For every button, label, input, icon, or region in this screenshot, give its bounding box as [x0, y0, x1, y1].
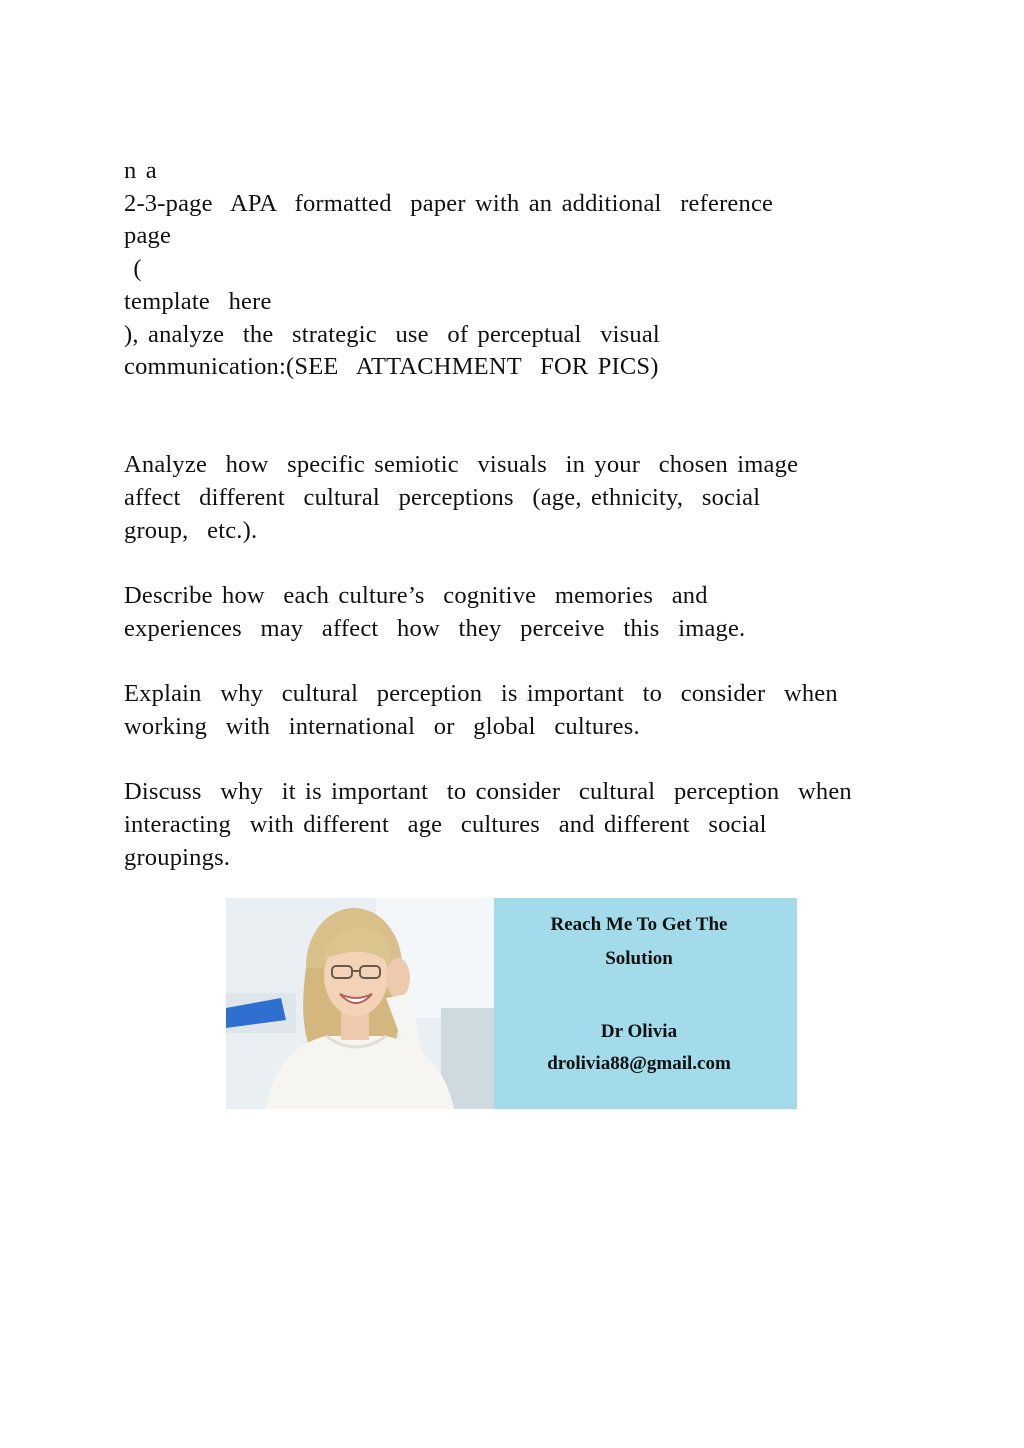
paragraph-line: interacting with different age cultures and different social: [124, 811, 767, 838]
paragraph-line: Explain why cultural perception is important to consider when: [124, 680, 838, 708]
intro-line: 2-3-page APA formatted paper with an additional reference: [124, 189, 774, 217]
paragraph-line: Analyze how specific semiotic visuals in your chosen image: [124, 451, 799, 479]
paragraph-line: groupings.: [124, 843, 231, 871]
intro-line: communication:(SEE ATTACHMENT FOR PICS): [124, 353, 659, 381]
paragraph-line: working with international or global cultures.: [124, 712, 640, 740]
intro-line: ), analyze the strategic use of perceptual visual: [124, 320, 660, 348]
paragraph-line: affect different cultural perceptions (age, ethnicity, social: [124, 484, 761, 512]
woman-photo-illustration: [226, 898, 494, 1109]
paragraph-analyze: [124, 449, 944, 547]
paragraph-line: Describe how each culture’s cognitive memories and: [124, 582, 708, 610]
intro-line: page: [124, 222, 172, 250]
promo-panel: [494, 898, 797, 1109]
paragraph-line: Discuss why it is important to consider cultural perception when: [124, 778, 852, 806]
intro-line: n a: [124, 157, 157, 184]
promo-headline-cont: Solution: [605, 948, 673, 969]
contact-banner: [226, 898, 797, 1109]
intro-line: template here: [124, 287, 272, 315]
paragraph-spacer: [124, 744, 944, 777]
paragraph-line: experiences may affect how they perceive this image.: [124, 614, 746, 642]
paragraph-discuss: [124, 776, 944, 874]
paragraph-describe: [124, 580, 944, 645]
paragraph-spacer: [124, 547, 944, 580]
paragraph-explain: [124, 678, 944, 743]
document-body: [124, 155, 944, 874]
promo-headline: Reach Me To Get The: [550, 914, 728, 935]
contact-email: drolivia88@gmail.com: [547, 1053, 731, 1074]
contact-name: Dr Olivia: [600, 1021, 678, 1042]
paragraph-line: group, etc.).: [124, 516, 258, 544]
paragraph-spacer: [124, 384, 944, 449]
paragraph-spacer: [124, 646, 944, 679]
woman-photo: [226, 898, 494, 1109]
intro-line: (: [124, 255, 142, 283]
